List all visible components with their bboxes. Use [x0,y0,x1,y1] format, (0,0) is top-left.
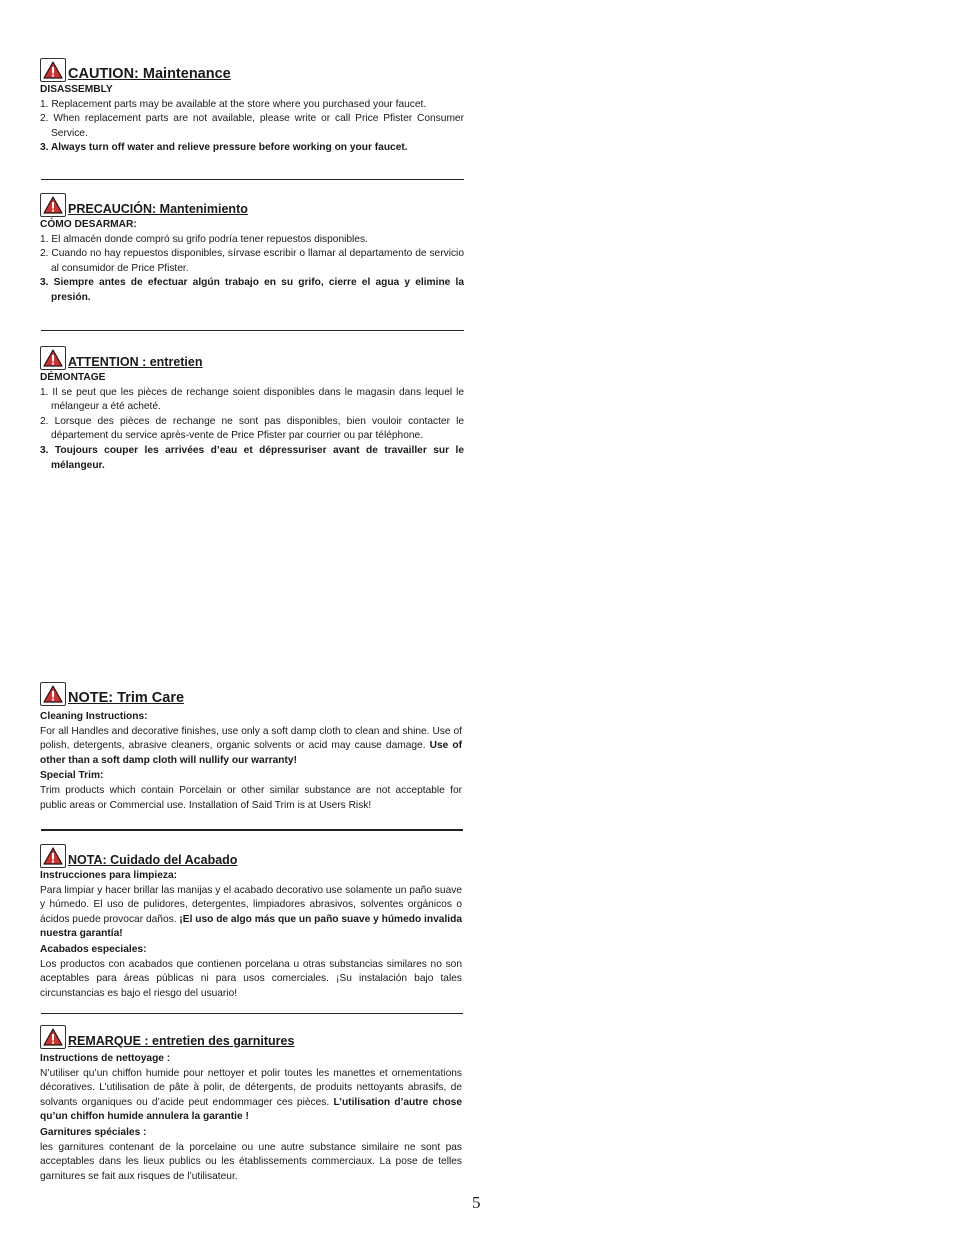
section-label: DÉMONTAGE [40,372,106,383]
warning-triangle-icon [40,346,66,370]
warning-triangle-icon [40,58,66,82]
list-item: 3. Toujours couper les arrivées d’eau et dépressuriser avant de travailler sur le mélangeur. [40,444,464,471]
section-title: NOTE: Trim Care [68,690,185,706]
section-title: REMARQUE : entretien des garnitures [68,1034,295,1048]
section-header [40,1023,462,1049]
section-header [40,344,464,370]
divider [41,330,464,331]
section-label: Acabados especiales: [40,943,147,955]
paragraph: Trim products which contain Porcelain or other similar substance are not acceptable for public areas or Commercial use. Installation of Said Trim is at Users Risk! [40,784,462,811]
section-label: CÓMO DESARMAR: [40,219,137,230]
list-item: 1. Il se peut que les pièces de rechange soient disponibles dans le magasin dans lequel le mélangeur a été acheté. [40,386,464,413]
divider [41,1013,463,1014]
warranty-warning: Use of other than a soft damp cloth will nullify our warranty! [40,740,462,766]
remarque-entretien-section [40,1023,462,1184]
attention-entretien-section [40,344,464,473]
section-label: Instructions de nettoyage : [40,1053,171,1064]
list-item: 2. Lorsque des pièces de rechange ne sont pas disponibles, bien vouloir contacter le département du service après-vente de Price Pfister par courrier ou par téléphone. [40,415,464,442]
section-label: Special Trim: [40,770,104,782]
warning-triangle-icon [40,844,66,868]
warranty-warning: ¡El uso de algo más que un paño suave y húmedo invalida nuestra garantía! [40,913,462,940]
section-title: NOTA: Cuidado del Acabado [68,853,238,867]
list-item: 3. Siempre antes de efectuar algún trabajo en su grifo, cierre el agua y elimine la presión. [40,277,464,303]
divider [41,829,463,831]
section-header [40,842,462,868]
nota-cuidado-section [40,842,462,1001]
paragraph-text: For all Handles and decorative finishes, use only a soft damp cloth to clean and shine. Use of polish, detergents, abrasive cleaners, organic solvents or acid may cause damage. [40,725,462,752]
caution-maintenance-section [40,56,464,156]
note-trim-care-section [40,680,462,813]
section-header [40,191,464,217]
section-label: DISASSEMBLY [40,84,113,95]
paragraph-text: Para limpiar y hacer brillar las manijas y el acabado decorativo use solamente un paño suave y húmedo. El uso de pulidores, detergentes, limpiadores abrasivos, solventes orgánicos o ácidos puede provocar daños. [40,884,462,925]
section-label: Instrucciones para limpieza: [40,870,178,881]
section-header [40,56,464,82]
section-title: ATTENTION : entretien [68,355,203,369]
section-label: Garnitures spéciales : [40,1126,147,1138]
paragraph-text: N’utiliser qu’un chiffon humide pour nettoyer et polir toutes les manettes et ornementations décoratives. L’utilisation de pâte à polir, de détergents, de produits nettoyants abrasifs, de solvants organiques ou d’acide peut endommager ces pièces. [40,1067,462,1108]
list-item: 2. Cuando no hay repuestos disponibles, sírvase escribir o llamar al departamento de servicio al consumidor de Price Pfister. [40,248,464,274]
paragraph [40,1067,462,1125]
page-number: 5 [472,1193,481,1212]
warning-triangle-icon [40,193,66,217]
warranty-warning: L’utilisation d’autre chose qu’un chiffon humide annulera la garantie ! [40,1096,462,1123]
paragraph [40,725,462,769]
precaucion-mantenimiento-section [40,191,464,306]
list-item: 1. El almacén donde compró su grifo podría tener repuestos disponibles. [40,233,368,245]
warning-triangle-icon [40,1025,66,1049]
section-title: CAUTION: Maintenance [68,66,231,82]
list-item: 3. Always turn off water and relieve pressure before working on your faucet. [40,142,408,154]
paragraph [40,884,462,942]
section-label: Cleaning Instructions: [40,711,148,722]
paragraph: les garnitures contenant de la porcelaine ou une autre substance similaire ne sont pas acceptables dans les lieux publics ou les établissements commerciaux. La pose de telles garnitures se fait aux risques de l’utilisateur. [40,1141,462,1182]
section-title: PRECAUCIÓN: Mantenimiento [68,202,248,216]
section-header [40,680,462,706]
divider [41,179,464,180]
paragraph: Los productos con acabados que contienen porcelana u otras substancias similares no son aceptables para áreas públicas ni para usos comerciales. ¡Su instalación bajo tales circunstancias es bajo el riesgo del usuario! [40,958,462,999]
warning-triangle-icon [40,682,66,706]
list-item: 1. Replacement parts may be available at the store where you purchased your faucet. [40,98,427,110]
list-item: 2. When replacement parts are not available, please write or call Price Pfister Consumer Service. [40,113,464,139]
